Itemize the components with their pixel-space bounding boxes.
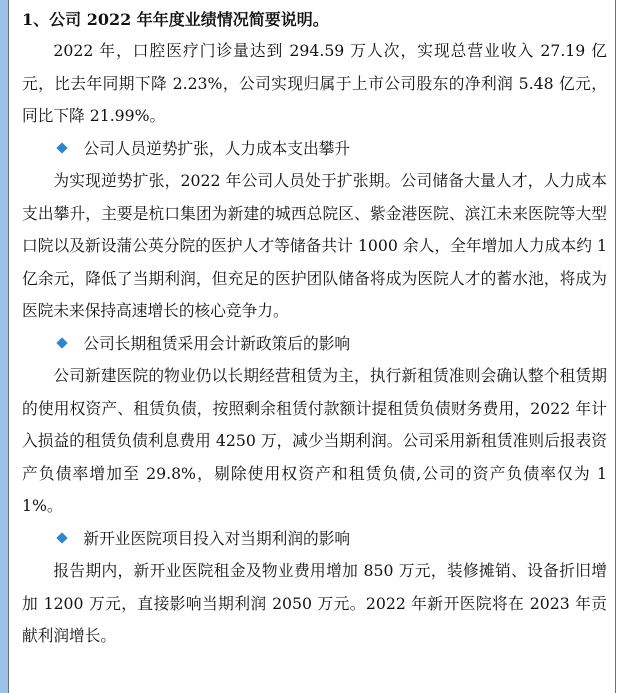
bullet-heading-label: 公司人员逆势扩张，人力成本支出攀升	[83, 138, 351, 158]
diamond-bullet-icon	[57, 337, 68, 348]
left-margin-rule	[0, 0, 8, 693]
bullet-heading-label: 公司长期租赁采用会计新政策后的影响	[83, 333, 351, 353]
bullet-heading-label: 新开业医院项目投入对当期利润的影响	[83, 528, 351, 548]
paragraph-staff: 为实现逆势扩张，2022 年公司人员处于扩张期。公司储备大量人才，人力成本支出攀升，主要是杭口集团为新建的城西总院区、紫金港医院、滨江未来医院等大型口院以及新设蒲公英分院的医护人才等储备共计 1000 余人，全年增加人力成本约 1 亿余元，降低了当期利润，但充足的医护团队储备将成为医院人才的蓄水池，将成为医院未来保持高速增长的核心竞争力。	[22, 171, 607, 320]
bullet-heading-lease	[22, 328, 607, 361]
bullet-heading-new-hospitals	[22, 523, 607, 556]
section-heading: 1、公司 2022 年年度业绩情况简要说明。	[22, 10, 329, 29]
intro-paragraph: 2022 年，口腔医疗门诊量达到 294.59 万人次，实现总营业收入 27.19 亿元，比去年同期下降 2.23%，公司实现归属于上市公司股东的净利润 5.48 亿元，同比下降 21.99%。	[22, 41, 607, 125]
paragraph-lease: 公司新建医院的物业仍以长期经营租赁为主，执行新租赁准则会确认整个租赁期的使用权资产、租赁负债，按照剩余租赁付款额计提租赁负债财务费用，2022 年计入损益的租赁负债利息费用 4250 万，减少当期利润。公司采用新租赁准则后报表资产负债率增加至 29.8%，剔除使用权资产和租赁负债,公司的资产负债率仅为 11%。	[22, 366, 607, 515]
bullet-heading-staff	[22, 133, 607, 166]
diamond-bullet-icon	[57, 532, 68, 543]
document-content	[22, 6, 607, 653]
diamond-bullet-icon	[57, 142, 68, 153]
paragraph-new-hospitals: 报告期内，新开业医院租金及物业费用增加 850 万元，装修摊销、设备折旧增加 1200 万元，直接影响当期利润 2050 万元。2022 年新开医院将在 2023 年贡献利润增长。	[22, 561, 607, 645]
